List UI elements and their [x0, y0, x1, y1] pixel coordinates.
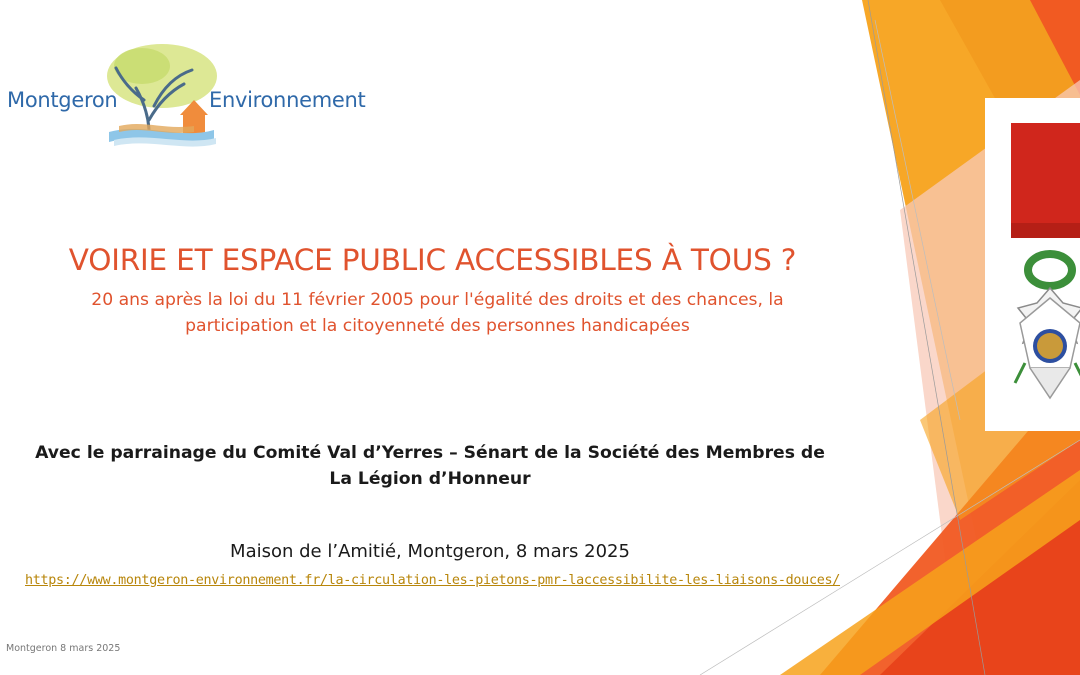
slide-title: VOIRIE ET ESPACE PUBLIC ACCESSIBLES À TOUS ? — [68, 243, 797, 277]
website-link[interactable]: https://www.montgeron-environnement.fr/la-circulation-les-pietons-pmr-laccessibilite-les-liaisons-douces/ — [25, 573, 840, 588]
logo-word-environnement: Environnement — [209, 88, 366, 112]
slide-subtitle — [20, 287, 855, 339]
logo-word-montgeron: Montgeron — [7, 88, 118, 112]
sponsorship-text — [0, 440, 860, 492]
legion-honour-medal-icon — [985, 98, 1080, 431]
subtitle-line-2: participation et la citoyenneté des personnes handicapées — [185, 316, 690, 336]
subtitle-line-1: 20 ans après la loi du 11 février 2005 pour l'égalité des droits et des chances, la — [91, 290, 784, 310]
sponsorship-line-1: Avec le parrainage du Comité Val d’Yerres – Sénart de la Société des Membres de — [35, 443, 825, 463]
montgeron-environnement-logo — [4, 40, 374, 150]
medal-image — [985, 98, 1080, 431]
slide-footer: Montgeron 8 mars 2025 — [6, 643, 121, 654]
event-location-date: Maison de l’Amitié, Montgeron, 8 mars 2025 — [230, 541, 630, 562]
sponsorship-line-2: La Légion d’Honneur — [329, 469, 531, 489]
